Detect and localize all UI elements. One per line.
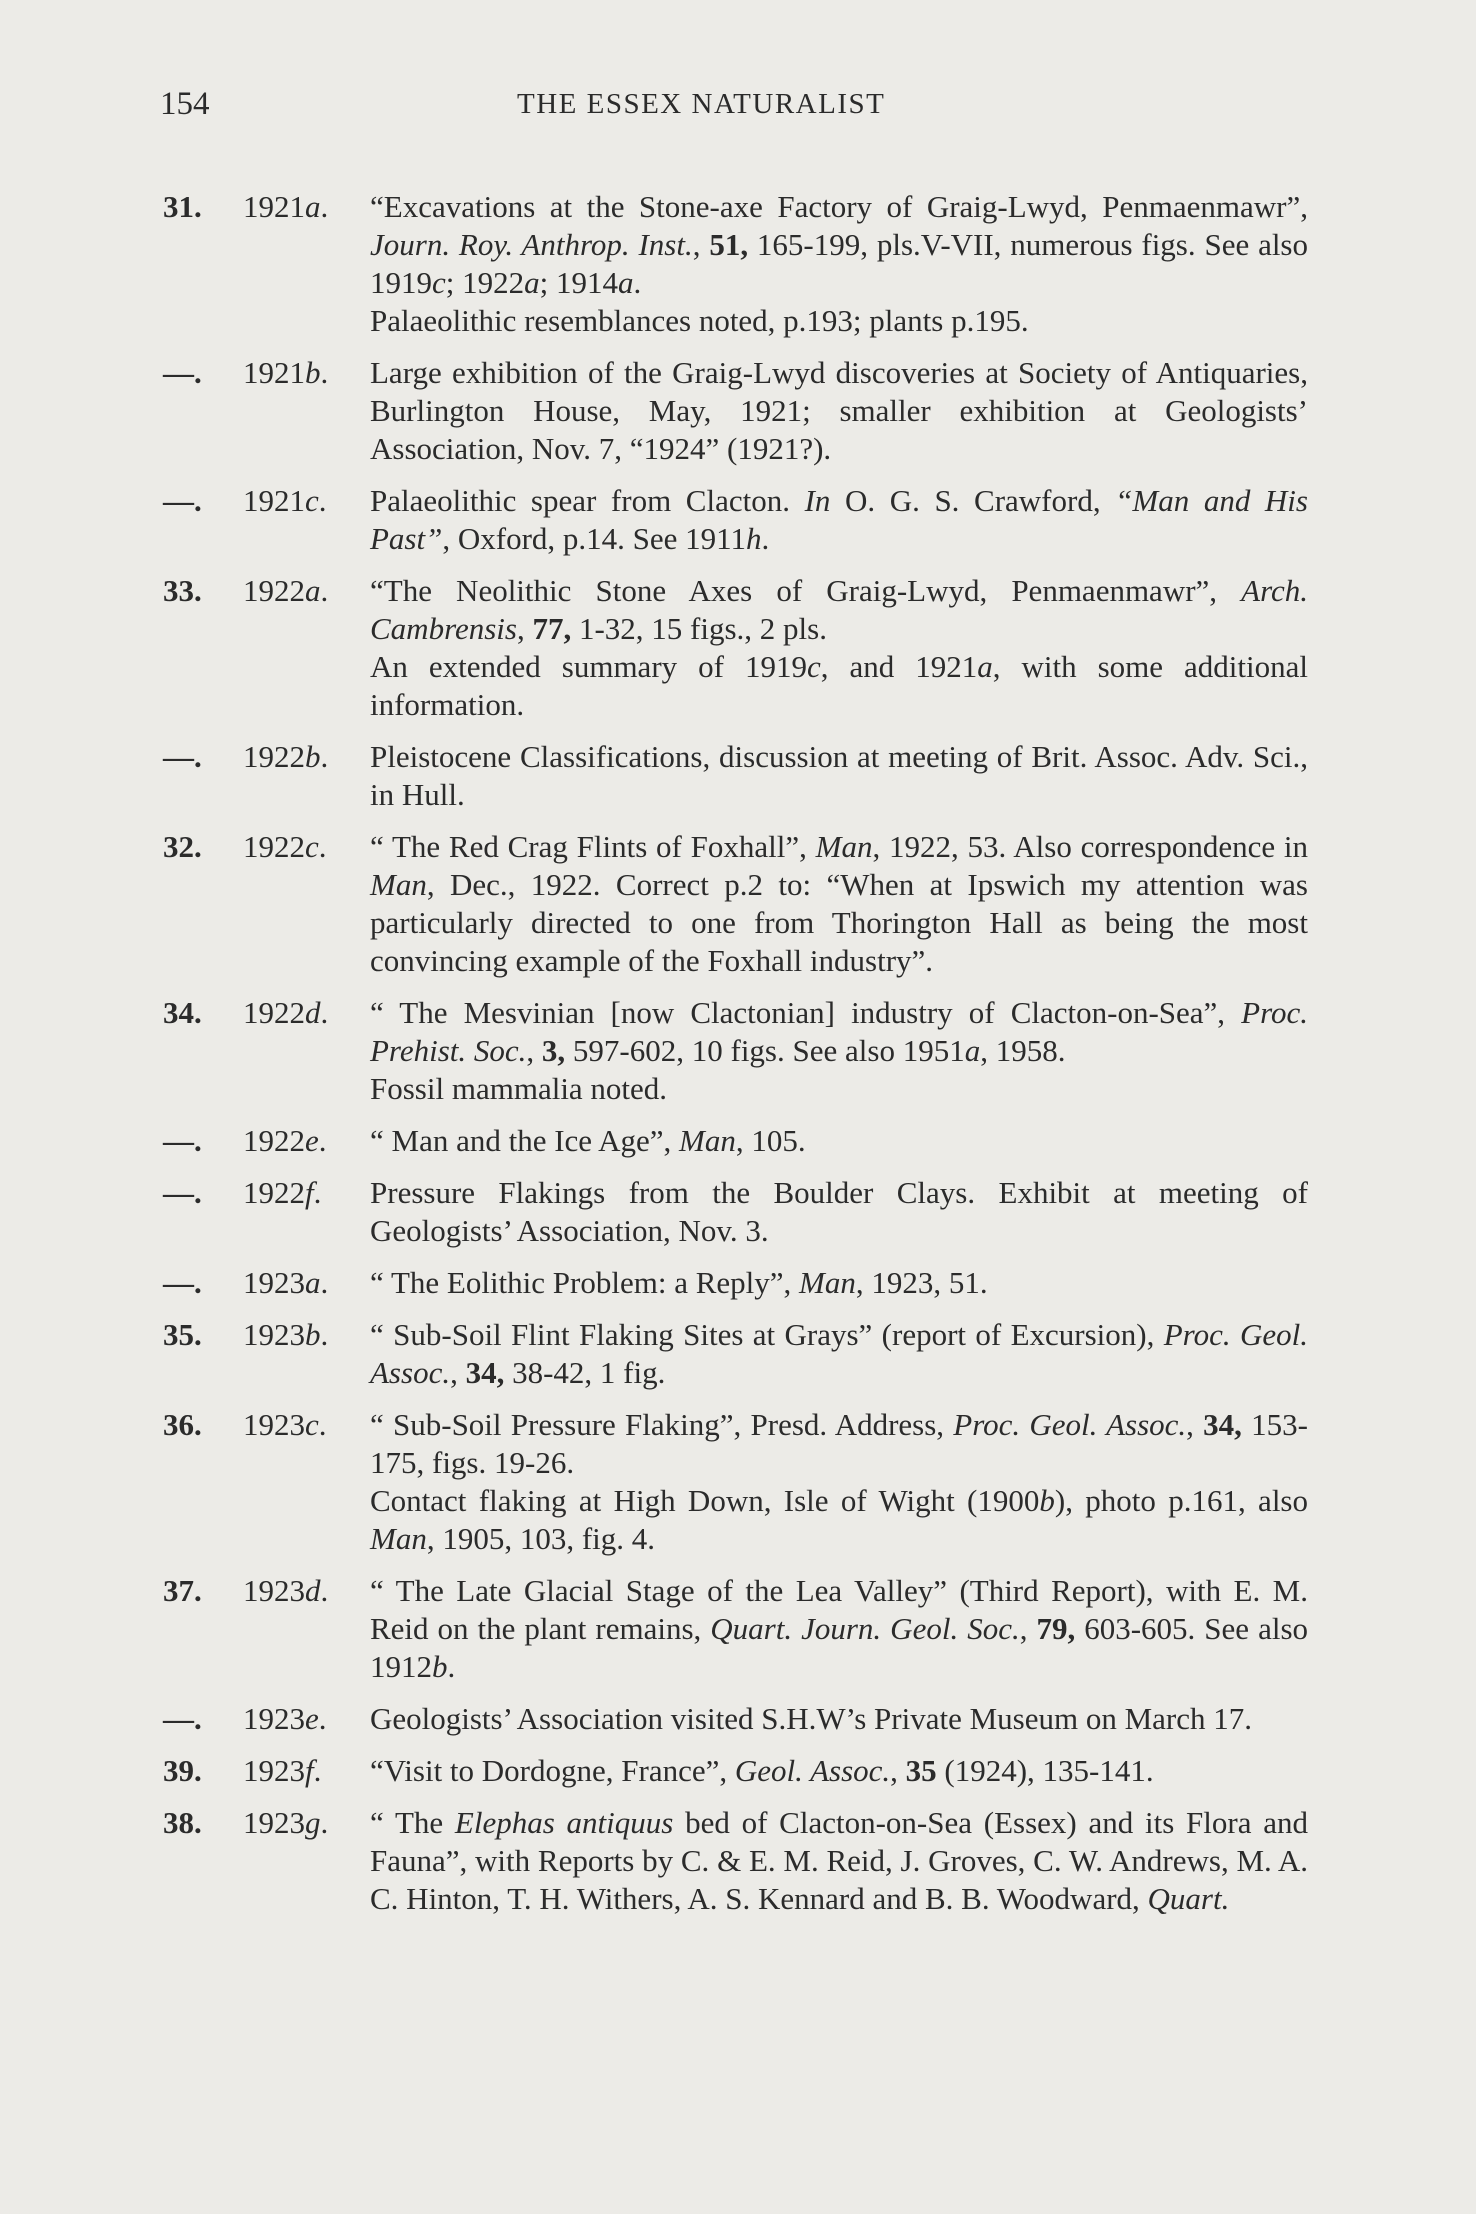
bibliography-entry — [0, 1572, 1476, 1686]
entry-number: —. — [163, 739, 202, 774]
entry-year: 1922c. — [243, 829, 327, 864]
running-header — [160, 86, 1310, 126]
entry-number: 35. — [163, 1317, 202, 1352]
entry-text — [370, 1700, 1308, 1738]
entry-year: 1922e. — [243, 1123, 327, 1158]
bibliography-entry — [0, 1406, 1476, 1558]
entry-text — [370, 738, 1308, 814]
entry-citation: “ The Red Crag Flints of Foxhall”, Man, 1922, 53. Also correspondence in Man, Dec., 1922. Correct p.2 to: “When at Ipswich my attention was particularly directed to one from Thorington Hall as being the most convincing example of the Foxhall industry”. — [370, 829, 1308, 978]
entry-citation: “ Man and the Ice Age”, Man, 105. — [370, 1123, 806, 1158]
entry-year: 1923a. — [243, 1265, 329, 1300]
entry-number: 31. — [163, 189, 202, 224]
entry-citation: “Visit to Dordogne, France”, Geol. Assoc., 35 (1924), 135-141. — [370, 1753, 1154, 1788]
entry-note: Contact flaking at High Down, Isle of Wight (1900b), photo p.161, also Man, 1905, 103, fig. 4. — [370, 1483, 1308, 1556]
bibliography-entry — [0, 1264, 1476, 1302]
bibliography-entry — [0, 1700, 1476, 1738]
entry-citation: “ The Mesvinian [now Clactonian] industry of Clacton-on-Sea”, Proc. Prehist. Soc., 3, 597-602, 10 figs. See also 1951a, 1958. — [370, 995, 1308, 1068]
bibliography-entry — [0, 1752, 1476, 1790]
entry-year: 1922b. — [243, 739, 329, 774]
entry-number: 37. — [163, 1573, 202, 1608]
entry-note: Fossil mammalia noted. — [370, 1071, 668, 1106]
entry-year: 1922f. — [243, 1175, 322, 1210]
entry-citation: Pleistocene Classifications, discussion at meeting of Brit. Assoc. Adv. Sci., in Hull. — [370, 739, 1308, 812]
entry-text — [370, 188, 1308, 340]
entry-text — [370, 1406, 1308, 1558]
entry-citation: Palaeolithic spear from Clacton. In O. G. S. Crawford, “Man and His Past”, Oxford, p.14. See 1911h. — [370, 483, 1308, 556]
entry-citation: “ The Late Glacial Stage of the Lea Valley” (Third Report), with E. M. Reid on the plant remains, Quart. Journ. Geol. Soc., 79, 603-605. See also 1912b. — [370, 1573, 1309, 1684]
entry-number: —. — [163, 1265, 202, 1300]
entry-text — [370, 482, 1308, 558]
entry-number: 39. — [163, 1753, 202, 1788]
entry-number: —. — [163, 1175, 202, 1210]
bibliography-entry — [0, 1804, 1476, 1918]
entry-year: 1923c. — [243, 1407, 327, 1442]
entry-number: —. — [163, 483, 202, 518]
entry-number: 32. — [163, 829, 202, 864]
entry-year: 1923e. — [243, 1701, 327, 1736]
entry-text — [370, 1572, 1308, 1686]
bibliography-entry — [0, 188, 1476, 340]
entry-citation: “ The Elephas antiquus bed of Clacton-on-Sea (Essex) and its Flora and Fauna”, with Reports by C. & E. M. Reid, J. Groves, C. W. Andrews, M. A. C. Hinton, T. H. Withers, A. S. Kennard and B. B. Woodward, Quart. — [370, 1805, 1308, 1916]
entry-number: —. — [163, 355, 202, 390]
entry-year: 1921c. — [243, 483, 327, 518]
entry-text — [370, 1264, 1308, 1302]
bibliography-entry — [0, 482, 1476, 558]
entry-text — [370, 354, 1308, 468]
entry-citation: “The Neolithic Stone Axes of Graig-Lwyd, Penmaenmawr”, Arch. Cambrensis, 77, 1-32, 15 figs., 2 pls. — [370, 573, 1308, 646]
entry-citation: “ Sub-Soil Flint Flaking Sites at Grays” (report of Excursion), Proc. Geol. Assoc., 34, 38-42, 1 fig. — [370, 1317, 1308, 1390]
page-number: 154 — [160, 86, 210, 122]
entry-text — [370, 1752, 1308, 1790]
entry-year: 1923d. — [243, 1573, 329, 1608]
entry-year: 1922a. — [243, 573, 329, 608]
entry-note: An extended summary of 1919c, and 1921a, with some additional information. — [370, 649, 1308, 722]
entry-number: —. — [163, 1701, 202, 1736]
entry-year: 1923f. — [243, 1753, 322, 1788]
bibliography-entry — [0, 828, 1476, 980]
entry-number: 38. — [163, 1805, 202, 1840]
entry-text — [370, 572, 1308, 724]
entry-citation: “ The Eolithic Problem: a Reply”, Man, 1923, 51. — [370, 1265, 988, 1300]
entry-text — [370, 1804, 1308, 1918]
bibliography-list — [0, 188, 1476, 1932]
entry-year: 1922d. — [243, 995, 329, 1030]
bibliography-entry — [0, 354, 1476, 468]
bibliography-entry — [0, 738, 1476, 814]
entry-year: 1923g. — [243, 1805, 329, 1840]
entry-number: 33. — [163, 573, 202, 608]
entry-number: —. — [163, 1123, 202, 1158]
running-title: THE ESSEX NATURALIST — [517, 88, 886, 120]
entry-citation: Pressure Flakings from the Boulder Clays. Exhibit at meeting of Geologists’ Association, Nov. 3. — [370, 1175, 1308, 1248]
bibliography-entry — [0, 994, 1476, 1108]
bibliography-entry — [0, 572, 1476, 724]
bibliography-entry — [0, 1316, 1476, 1392]
entry-number: 34. — [163, 995, 202, 1030]
entry-text — [370, 1316, 1308, 1392]
entry-year: 1923b. — [243, 1317, 329, 1352]
entry-text — [370, 1122, 1308, 1160]
entry-text — [370, 994, 1308, 1108]
entry-text — [370, 828, 1308, 980]
entry-year: 1921a. — [243, 189, 329, 224]
entry-citation: “Excavations at the Stone-axe Factory of Graig-Lwyd, Penmaenmawr”, Journ. Roy. Anthrop. Inst., 51, 165-199, pls.V-VII, numerous figs. See also 1919c; 1922a; 1914a. — [370, 189, 1308, 300]
bibliography-entry — [0, 1122, 1476, 1160]
entry-citation: Large exhibition of the Graig-Lwyd discoveries at Society of Antiquaries, Burlington House, May, 1921; smaller exhibition at Geologists’ Association, Nov. 7, “1924” (1921?). — [370, 355, 1308, 466]
entry-citation: “ Sub-Soil Pressure Flaking”, Presd. Address, Proc. Geol. Assoc., 34, 153-175, figs. 19-26. — [370, 1407, 1308, 1480]
entry-year: 1921b. — [243, 355, 329, 390]
bibliography-entry — [0, 1174, 1476, 1250]
entry-number: 36. — [163, 1407, 202, 1442]
entry-note: Palaeolithic resemblances noted, p.193; plants p.195. — [370, 303, 1029, 338]
entry-text — [370, 1174, 1308, 1250]
entry-citation: Geologists’ Association visited S.H.W’s Private Museum on March 17. — [370, 1701, 1252, 1736]
